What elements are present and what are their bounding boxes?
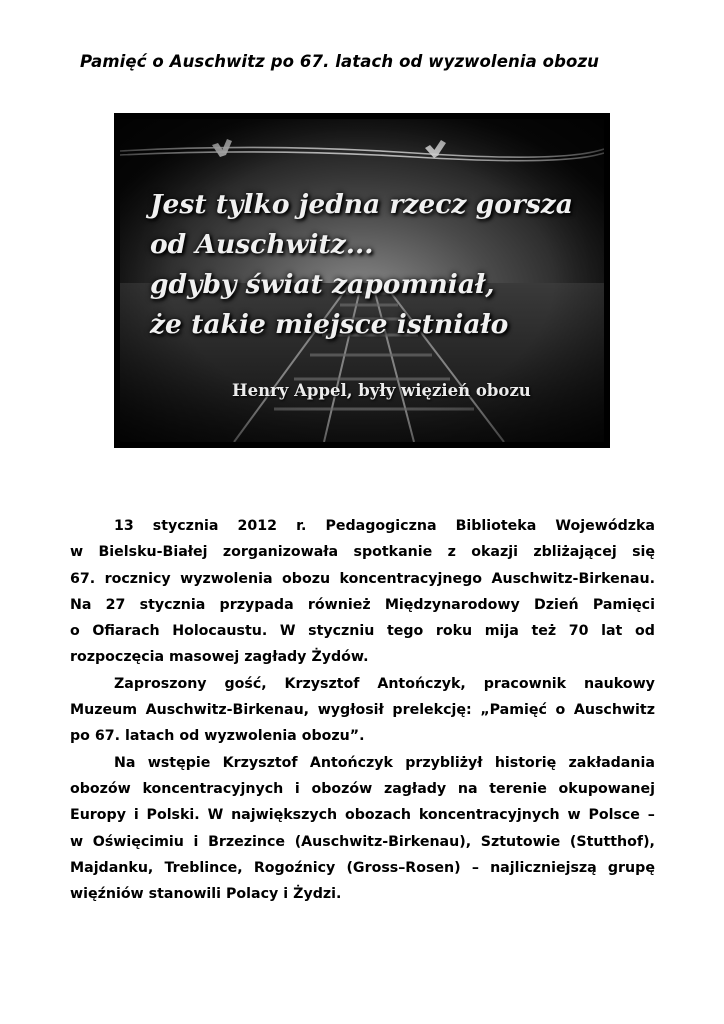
word: od	[179, 728, 200, 745]
word: przybliżył	[405, 754, 483, 771]
text-line	[70, 776, 655, 802]
text-line	[70, 644, 655, 670]
quote-line: gdyby świat zapomniał,	[150, 269, 495, 300]
word: Na	[114, 754, 136, 771]
word: stanowili	[148, 886, 222, 903]
word: stycznia	[152, 518, 219, 534]
word: mija	[484, 623, 519, 640]
word: naukowy	[584, 675, 655, 692]
word: od	[634, 623, 655, 640]
word: Oświęcimiu	[92, 833, 184, 850]
word: wyzwolenia	[204, 728, 297, 745]
word: koncentracyjnych	[418, 807, 560, 824]
word: koncentracyjnych	[142, 780, 284, 797]
word: największych	[231, 807, 338, 824]
word: Polacy	[226, 886, 279, 903]
word: 13	[114, 518, 134, 534]
word: latach	[125, 728, 175, 745]
word: Majdanku,	[70, 859, 154, 876]
word: pracownik	[483, 675, 567, 692]
word: okupowanej	[558, 780, 655, 797]
word: i	[283, 886, 289, 903]
word: obozów	[311, 780, 373, 797]
word: i	[133, 807, 139, 824]
word: „Pamięć	[480, 702, 547, 719]
word: Auschwitz-Birkenau,	[145, 702, 310, 719]
article-body	[70, 513, 655, 907]
quote-text	[150, 185, 600, 345]
word: obozach	[344, 807, 411, 824]
word: Wojewódzka	[555, 518, 655, 534]
word: Polsce	[588, 807, 640, 824]
word: Pedagogiczna	[325, 518, 437, 534]
word: wyzwolenia	[180, 570, 273, 587]
word: o	[555, 702, 566, 719]
text-line	[70, 802, 655, 828]
word: W	[279, 623, 296, 640]
word: z	[447, 544, 456, 561]
word: rocznicy	[104, 570, 171, 587]
word: (Gross–Rosen)	[346, 859, 461, 876]
text-line	[70, 750, 655, 776]
text-line	[70, 566, 655, 592]
quote-author: Henry Appel, były więzień obozu	[232, 381, 531, 400]
word: na	[457, 780, 478, 797]
word: Pamięci	[592, 596, 655, 613]
word: Polski.	[146, 807, 200, 824]
word: obozu	[282, 570, 331, 587]
word: w	[70, 544, 84, 561]
word: też	[531, 623, 557, 640]
word: Muzeum	[70, 702, 137, 719]
word: Krzysztof	[222, 754, 298, 771]
word: więźniów	[70, 886, 144, 903]
word: Auschwitz-Birkenau.	[491, 570, 655, 587]
word: w	[567, 807, 581, 824]
word: Antończyk,	[377, 675, 466, 692]
word: obozów	[70, 780, 131, 797]
word: wstępie	[147, 754, 211, 771]
word: Dzień	[533, 596, 579, 613]
text-line	[70, 881, 655, 907]
word: prelekcję:	[392, 702, 472, 719]
word: roku	[435, 623, 473, 640]
word: zbliżającej	[533, 544, 617, 561]
word: również	[307, 596, 371, 613]
word: Na	[70, 596, 92, 613]
word: Holocaustu.	[172, 623, 268, 640]
text-line	[70, 855, 655, 881]
text-line	[70, 723, 655, 749]
word: Międzynarodowy	[384, 596, 520, 613]
word: rozpoczęcia	[70, 649, 165, 666]
word: Rogoźnicy	[253, 859, 336, 876]
word: Auschwitz	[573, 702, 655, 719]
text-line	[70, 697, 655, 723]
word: W	[207, 807, 224, 824]
word: (Auschwitz-Birkenau),	[294, 833, 472, 850]
word: przypada	[219, 596, 294, 613]
word: grupę	[607, 859, 655, 876]
word: koncentracyjnego	[339, 570, 483, 587]
text-line	[70, 513, 655, 539]
word: Sztutowie	[480, 833, 561, 850]
word: zagłady	[383, 780, 447, 797]
word: i	[294, 780, 300, 797]
word: się	[632, 544, 655, 561]
word: wygłosił	[317, 702, 384, 719]
paragraph-1	[70, 513, 655, 671]
text-line	[70, 592, 655, 618]
text-line	[70, 829, 655, 855]
word: Żydzi.	[293, 886, 342, 903]
word: 2012	[237, 518, 278, 534]
page-title: Pamięć o Auschwitz po 67. latach od wyzwolenia obozu	[80, 52, 599, 71]
word: spotkanie	[353, 544, 433, 561]
word: Antończyk	[309, 754, 393, 771]
word: Bielsku-Białej	[98, 544, 208, 561]
word: i	[193, 833, 199, 850]
word: Zaproszony	[114, 675, 207, 692]
word: masowej	[169, 649, 240, 666]
text-line	[70, 671, 655, 697]
word: zakładania	[568, 754, 655, 771]
word: 70	[568, 623, 589, 640]
word: zagłady	[244, 649, 307, 666]
quote-line: od Auschwitz...	[150, 229, 374, 260]
paragraph-2	[70, 671, 655, 750]
text-line	[70, 618, 655, 644]
word: Żydów.	[311, 649, 369, 666]
word: 27	[105, 596, 126, 613]
word: o	[70, 623, 80, 640]
word: Brzezince	[208, 833, 286, 850]
word: zorganizowała	[222, 544, 339, 561]
word: okazji	[471, 544, 518, 561]
word: stycznia	[139, 596, 206, 613]
word: Ofiarach	[92, 623, 160, 640]
word: Europy	[70, 807, 126, 824]
word: (Stutthof),	[569, 833, 655, 850]
word: najliczniejszą	[490, 859, 597, 876]
word: tego	[386, 623, 424, 640]
word: po	[70, 728, 90, 745]
word: Krzysztof	[284, 675, 360, 692]
word: historię	[494, 754, 557, 771]
word: lat	[601, 623, 623, 640]
word: gość,	[224, 675, 267, 692]
word: terenie	[489, 780, 547, 797]
word: obozu”.	[301, 728, 365, 745]
word: –	[471, 859, 479, 876]
word: Treblince,	[164, 859, 243, 876]
word: 67.	[70, 570, 96, 587]
quote-line: Jest tylko jedna rzecz gorsza	[150, 189, 573, 220]
word: 67.	[94, 728, 121, 745]
word: styczniu	[308, 623, 375, 640]
paragraph-3	[70, 750, 655, 908]
quote-line: że takie miejsce istniało	[150, 309, 509, 340]
word: r.	[296, 518, 307, 534]
word: –	[647, 807, 655, 824]
text-line	[70, 539, 655, 565]
word: Biblioteka	[455, 518, 537, 534]
word: w	[70, 833, 84, 850]
memorial-image	[114, 113, 610, 448]
